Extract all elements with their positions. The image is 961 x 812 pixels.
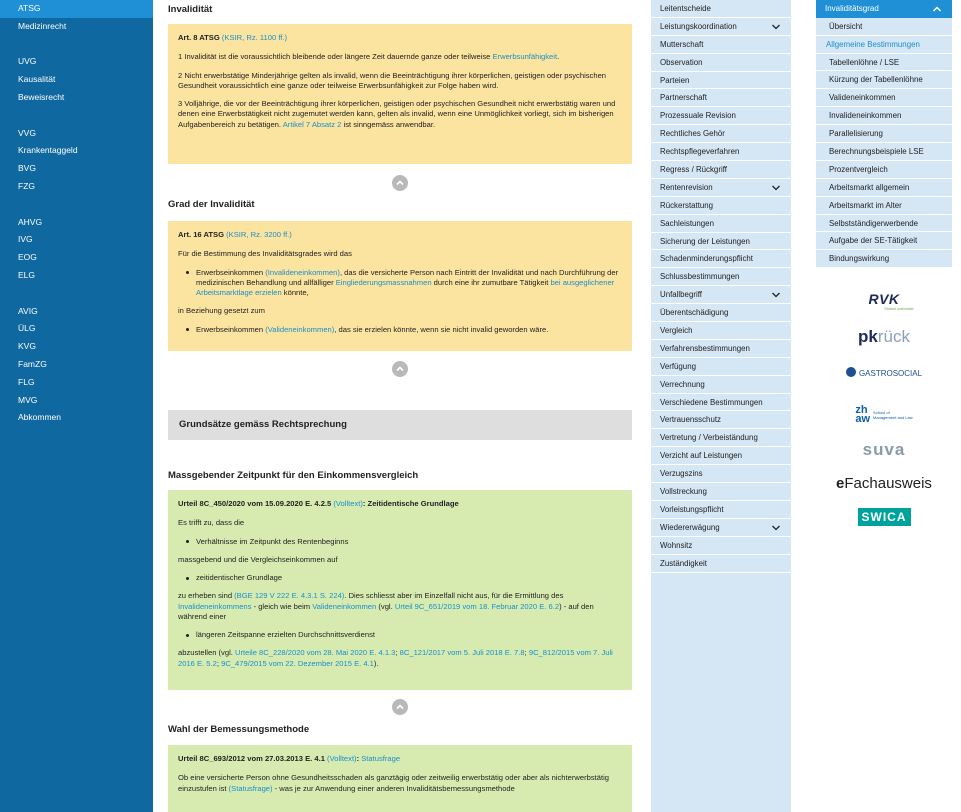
topic-item-vorleistungspflicht[interactable]: [651, 501, 791, 519]
text: Erwerbseinkommen: [196, 267, 266, 277]
topic-item-vergleich[interactable]: [651, 322, 791, 340]
sidebar-item-ivg[interactable]: IVG: [18, 234, 33, 245]
sidebar-item-eog[interactable]: EOG: [18, 252, 37, 263]
nav-spacer: [0, 36, 153, 54]
section-wahl-der-bemessungsmethode: [168, 723, 632, 812]
chevron-up-icon: [932, 5, 942, 13]
sidebar-item-flg[interactable]: FLG: [18, 376, 35, 387]
topic-list: [651, 0, 791, 812]
paragraph-1: [178, 52, 622, 62]
section-title: Massgebender Zeitpunkt für den Einkommensvergleich: [168, 470, 419, 481]
text: 3 Volljährige, die vor der Beeinträchtigung ihrer körperlichen, geistigen oder psychischen Gesundheit nicht erwerbstätig waren und denen eine Erwerbstätigkeit nicht zugemutet werden kann, gelten als invalid, wenn eine Unmöglichkeit vorliegt, sich im bisherigen Aufgabenbereich zu betätigen.: [178, 99, 616, 129]
topic-item-verrechnung[interactable]: [651, 376, 791, 394]
pk-wordmark: pk: [858, 327, 878, 346]
topic-item-verzugszins[interactable]: [651, 465, 791, 483]
invaliditaetsgrad-header[interactable]: [816, 0, 952, 18]
topic-label: Sicherung der Leistungen: [660, 236, 750, 246]
header-label: Invaliditätsgrad: [825, 4, 879, 13]
gastrosocial-wordmark: GASTROSOCIAL: [858, 369, 923, 378]
sidebar-item-bvg[interactable]: BVG: [18, 163, 36, 174]
article-heading: [178, 230, 622, 240]
text: :: [356, 754, 362, 763]
text: ) - auf den während einer: [178, 601, 594, 621]
topic-item-sachleistungen[interactable]: [651, 215, 791, 233]
article-box: [168, 221, 632, 351]
topic-label: Partnerschaft: [660, 93, 707, 103]
topic-label: Rechtspflegeverfahren: [660, 147, 740, 157]
sidebar-item-abkommen[interactable]: Abkommen: [18, 412, 61, 423]
topic-label: Verfahrensbestimmungen: [660, 343, 750, 353]
invalideneinkommen-link[interactable]: (Invalideneinkommen): [265, 267, 340, 277]
section-grad-der-invaliditaet: [168, 198, 632, 351]
subtopic-item-prozentvergleich[interactable]: Prozentvergleich: [816, 161, 952, 179]
text: , das die versicherte Person nach Eintritt der Invalidität und nach Durchführung der medizinischen Behandlung und allfälliger: [196, 267, 619, 287]
zhaw-mark: [855, 406, 870, 424]
section-title: Grad der Invalidität: [168, 199, 255, 210]
subtopic-item-berechnungsbeispiele-lse[interactable]: Berechnungsbeispiele LSE: [816, 143, 952, 161]
right-panel: [816, 0, 952, 524]
valideneinkommen-link[interactable]: (Valideneinkommen): [265, 324, 335, 334]
suva-wordmark: suva: [862, 440, 906, 459]
sidebar-item-kausalitat[interactable]: Kausalität: [18, 74, 56, 85]
fachausweis-wordmark: Fachausweis: [844, 475, 932, 492]
article-box: [168, 24, 632, 164]
erwerbsunfaehigkeit-link[interactable]: Erwerbsunfähigkeit: [492, 52, 558, 62]
chevron-up-icon: [395, 364, 405, 374]
pkrueck-logo[interactable]: [816, 325, 952, 361]
scroll-up-button[interactable]: [392, 699, 408, 715]
ksir-link[interactable]: (KSIR, Rz. 1100 ff.): [221, 33, 288, 42]
chevron-up-icon: [395, 178, 405, 188]
topic-label: Schadenminderungspflicht: [660, 254, 753, 264]
eingliederungsmassnahmen-link[interactable]: Eingliederungsmassnahmen: [335, 277, 432, 287]
rechtsprechung-bar: Grundsätze gemäss Rechtsprechung: [168, 410, 632, 440]
topic-label: Parteien: [660, 75, 690, 85]
text: ).: [373, 658, 379, 668]
topic-label: Rückerstattung: [660, 200, 714, 210]
sidebar-item-vvg[interactable]: VVG: [18, 127, 36, 138]
list-item: längeren Zeitspanne erzielten Durchschnittsverdienst: [178, 630, 622, 640]
topic-item-verfugung[interactable]: [651, 358, 791, 376]
topic-label: Sachleistungen: [660, 218, 714, 228]
topic-label: Verfügung: [660, 361, 696, 371]
topic-item-verschiedene-bestimmungen[interactable]: [651, 394, 791, 412]
topic-item-observation[interactable]: [651, 54, 791, 72]
chevron-down-icon: [771, 524, 781, 532]
topic-item-vertretung-verbeistandung[interactable]: [651, 429, 791, 447]
text: ;: [216, 658, 222, 668]
text: , das sie erzielen könnte, wenn sie nicht invalid geworden wäre.: [334, 324, 549, 334]
text: ;: [395, 648, 400, 658]
section-massgebender-zeitpunkt: [168, 469, 632, 690]
topic-item-uberentschadigung[interactable]: [651, 304, 791, 322]
subtopic-item-kurzung-der-tabellenlohne[interactable]: Kürzung der Tabellenlöhne: [816, 71, 952, 89]
topic-item-vertrauensschutz[interactable]: [651, 411, 791, 429]
bge-link[interactable]: (BGE 129 V 222 E. 4.3.1 S. 224): [234, 591, 345, 601]
paragraph: [178, 773, 622, 794]
chevron-up-icon: [395, 702, 405, 712]
judgment-number: Urteil 8C_693/2012 vom 27.03.2013 E. 4.1: [178, 754, 325, 763]
topic-item-wiedererwagung[interactable]: [651, 519, 791, 537]
topic-item-rechtspflegeverfahren[interactable]: [651, 143, 791, 161]
paragraph: Es trifft zu, dass die: [178, 518, 245, 528]
topic-label: Regress / Rückgriff: [660, 165, 727, 175]
subtopic-item-arbeitsmarkt-allgemein[interactable]: Arbeitsmarkt allgemein: [816, 179, 952, 197]
statusfrage-link[interactable]: Statusfrage: [361, 754, 401, 763]
paragraph-3: [178, 99, 622, 130]
topic-item-sicherung-der-leistungen[interactable]: [651, 233, 791, 251]
sidebar-item-mvg[interactable]: MVG: [18, 394, 38, 405]
nav-spacer: [0, 107, 153, 125]
sidebar-item-famzg[interactable]: FamZG: [18, 358, 47, 369]
topic-item-rechtliches-gehor[interactable]: [651, 125, 791, 143]
sidebar-item-kvg[interactable]: KVG: [18, 341, 36, 352]
subtopic-item-selbststandigerwerbende[interactable]: Selbstständigerwerbende: [816, 215, 952, 233]
scroll-up-button[interactable]: [392, 361, 408, 377]
swica-wordmark: SWICA: [858, 508, 911, 526]
topic-label: Verzugszins: [660, 469, 703, 479]
list-item: [178, 268, 622, 299]
text: : Zeitidentische Grundlage: [362, 499, 459, 508]
sidebar-item-avig[interactable]: AVIG: [18, 305, 38, 316]
arbeitsmarktlage-link[interactable]: bei ausgeglichener Arbeitsmarktlage erzielen: [196, 277, 615, 297]
artikel-7-link[interactable]: Artikel 7 Absatz 2: [282, 119, 342, 129]
topic-label: Mutterschaft: [660, 39, 704, 49]
judgment-heading: [178, 754, 622, 764]
paragraph-2: 2 Nicht erwerbstätige Minderjährige gelten als invalid, wenn die Beeinträchtigung ihrer körperlichen, geistigen oder psychischen Gesundheit voraussichtlich eine ganze oder teilweise Erwerbsunfähigkeit zur Folge haben wird.: [178, 70, 607, 90]
bullet-list: [178, 325, 622, 335]
rvk-tagline: Einfach unterstützt: [884, 307, 914, 311]
urteil-link[interactable]: 9C_479/2015 vom 22. Dezember 2015 E. 4.1: [221, 658, 374, 668]
subtopic-item-tabellenlohne-lse[interactable]: Tabellenlöhne / LSE: [816, 54, 952, 72]
topic-label: Vertrauensschutz: [660, 415, 721, 425]
valideneinkommen-link[interactable]: Valideneinkommen: [312, 601, 377, 611]
topic-item-schlussbestimmungen[interactable]: [651, 268, 791, 286]
topic-item-parteien[interactable]: [651, 72, 791, 90]
urteil-link[interactable]: 8C_121/2017 vom 5. Juli 2018 E. 7.8: [399, 648, 525, 658]
topic-item-verfahrensbestimmungen[interactable]: [651, 340, 791, 358]
urteil-link[interactable]: Urteil 9C_651/2019 vom 18. Februar 2020 E. 6.2: [394, 601, 560, 611]
topic-label: Vergleich: [660, 326, 693, 336]
paragraph: [178, 591, 622, 622]
article-number: Art. 16 ATSG: [178, 230, 224, 239]
gastrosocial-mark-icon: [846, 367, 856, 377]
topic-item-schadenminderungspflicht[interactable]: [651, 250, 791, 268]
sidebar-item-fzg[interactable]: FZG: [18, 180, 35, 191]
text: ist sinngemäss anwendbar.: [341, 119, 436, 129]
scroll-up-button[interactable]: [392, 175, 408, 191]
list-item: Verhältnisse im Zeitpunkt des Rentenbeginns: [178, 537, 622, 547]
topic-item-verzicht-auf-leistungen[interactable]: [651, 447, 791, 465]
topic-label: Vorleistungspflicht: [660, 504, 724, 514]
urteil-link[interactable]: Urteile 8C_228/2020 vom 28. Mai 2020 E. 4.1.3: [234, 648, 396, 658]
topic-label: Prozessuale Revision: [660, 111, 736, 121]
text: zu erheben sind: [178, 591, 235, 601]
section-title: Wahl der Bemessungsmethode: [168, 724, 310, 735]
topic-item-ruckerstattung[interactable]: [651, 197, 791, 215]
judgment-number: Urteil 8C_450/2020 vom 15.09.2020 E. 4.2.5: [178, 499, 332, 508]
intro-text: Für die Bestimmung des Invaliditätsgrades wird das: [178, 249, 352, 259]
topic-label: Rentenrevision: [660, 182, 713, 192]
text: ;: [524, 648, 529, 658]
sidebar-item-uvg[interactable]: UVG: [18, 56, 37, 67]
topic-label: Zuständigkeit: [660, 558, 707, 568]
list-item: zeitidentischer Grundlage: [178, 573, 622, 583]
topic-label: Verrechnung: [660, 379, 705, 389]
topic-label: Verschiedene Bestimmungen: [660, 397, 763, 407]
topic-item-leistungskoordination[interactable]: [651, 18, 791, 36]
topic-label: Rechtliches Gehör: [660, 129, 725, 139]
topic-item-rentenrevision[interactable]: [651, 179, 791, 197]
chevron-down-icon: [771, 23, 781, 31]
text: durch eine ihr zumutbare Tätigkeit: [431, 277, 551, 287]
e-letter: e: [836, 475, 845, 492]
nav-spacer: [0, 285, 153, 303]
text: 1 Invalidität ist die voraussichtlich bleibende oder längere Zeit dauernde ganze oder teilweise: [178, 52, 493, 62]
sidebar-item-ulg[interactable]: ÜLG: [18, 323, 36, 334]
bullet-list: [178, 268, 622, 299]
chevron-down-icon: [771, 291, 781, 299]
sidebar-item-medizinrecht[interactable]: Medizinrecht: [18, 20, 67, 31]
text: .: [557, 52, 560, 62]
topic-item-leitentscheide[interactable]: [651, 0, 791, 18]
topic-label: Schlussbestimmungen: [660, 272, 740, 282]
sidebar-item-ahvg[interactable]: AHVG: [18, 216, 43, 227]
rvk-logo[interactable]: [816, 291, 952, 321]
judgment-box: [168, 745, 632, 812]
subtopic-item-ubersicht[interactable]: Übersicht: [816, 18, 952, 36]
subtopic-item-parallelisierung[interactable]: Parallelisierung: [816, 125, 952, 143]
text: Ob eine versicherte Person ohne Gesundheitsschaden als ganztägig oder zeitweilig erwerbstätig oder aber als nichterwerbstätig einzustufen ist: [178, 773, 609, 793]
topic-label: Wiedererwägung: [660, 522, 720, 532]
zhaw-subtitle: [873, 410, 913, 420]
gastrosocial-logo[interactable]: [816, 361, 952, 397]
volltext-link[interactable]: (Volltext): [327, 754, 357, 763]
nav-spacer: [0, 196, 153, 214]
zhaw-letters-top: zh: [855, 404, 868, 416]
topic-label: Vollstreckung: [660, 487, 707, 497]
judgment-box: [168, 490, 632, 690]
subtopic-item-aufgabe-der-se-tatigkeit[interactable]: Aufgabe der SE-Tätigkeit: [816, 232, 952, 250]
topic-item-mutterschaft[interactable]: [651, 36, 791, 54]
sidebar-item-elg[interactable]: ELG: [18, 269, 36, 280]
urteil-link[interactable]: 9C_812/2015 vom 7. Juli 2016 E. 5.2: [178, 648, 613, 668]
article-number: Art. 8 ATSG: [178, 33, 220, 42]
swica-logo[interactable]: [816, 505, 952, 541]
text: - gleich wie beim: [251, 601, 313, 611]
topic-label: Unfallbegriff: [660, 290, 702, 300]
topic-label: Überentschädigung: [660, 308, 729, 318]
subtopic-item-valideneinkommen[interactable]: Valideneinkommen: [816, 89, 952, 107]
topic-label: Vertretung / Verbeiständung: [660, 433, 758, 443]
sponsor-logos: [816, 291, 952, 541]
zhaw-logo[interactable]: [816, 397, 952, 433]
topic-item-regress-ruckgriff[interactable]: [651, 161, 791, 179]
topic-label: Leitentscheide: [660, 4, 711, 13]
bullet-list: [178, 573, 622, 583]
section-invaliditaet: [168, 0, 632, 164]
volltext-link[interactable]: (Volltext): [333, 499, 363, 508]
text: Erwerbseinkommen: [196, 324, 266, 334]
subtopic-item-arbeitsmarkt-im-alter[interactable]: Arbeitsmarkt im Alter: [816, 197, 952, 215]
rueck-wordmark: rück: [877, 327, 910, 346]
suva-logo[interactable]: [816, 433, 952, 469]
subtopic-item-bindungswirkung[interactable]: Bindungswirkung: [816, 250, 952, 268]
statusfrage-link[interactable]: (Statusfrage): [228, 783, 273, 793]
topic-item-unfallbegriff[interactable]: [651, 286, 791, 304]
judgment-heading: [178, 499, 622, 509]
topic-label: Leistungskoordination: [660, 21, 737, 31]
invalideneinkommen-link[interactable]: Invalideneinkommens: [178, 601, 252, 611]
efachausweis-logo[interactable]: [816, 469, 952, 505]
text: könnte,: [281, 288, 309, 297]
topic-label: Observation: [660, 57, 703, 67]
zhaw-subtitle-line: Management and Law: [873, 415, 913, 420]
law-sidebar: [0, 0, 153, 812]
sidebar-item-krankentaggeld[interactable]: Krankentaggeld: [18, 145, 78, 156]
bullet-list: [178, 537, 622, 547]
text: abzustellen (vgl.: [178, 648, 235, 658]
article-heading: [178, 33, 622, 43]
section-title: Invalidität: [168, 4, 213, 15]
text: . Dies schliesst aber im Einzelfall nicht aus, für die Ermittlung des: [344, 591, 564, 601]
subtopic-item-allgemeine-bestimmungen[interactable]: Allgemeine Bestimmungen: [816, 36, 952, 54]
relation-text: in Beziehung gesetzt zum: [178, 306, 265, 316]
sidebar-item-beweisrecht[interactable]: Beweisrecht: [18, 91, 65, 102]
subtopic-list: [816, 18, 952, 268]
topic-item-zustandigkeit[interactable]: [651, 555, 791, 573]
paragraph: [178, 648, 622, 669]
sidebar-item-atsg[interactable]: ATSG: [0, 0, 153, 18]
zhaw-subtitle-line: School of: [873, 410, 890, 415]
chevron-down-icon: [771, 184, 781, 192]
topic-label: Verzicht auf Leistungen: [660, 451, 743, 461]
zhaw-letters-bottom: aw: [855, 413, 871, 425]
topic-item-partnerschaft[interactable]: [651, 89, 791, 107]
paragraph: massgebend und die Vergleichseinkommen auf: [178, 554, 338, 564]
ksir-link[interactable]: (KSIR, Rz. 3200 ff.): [226, 230, 292, 239]
text: - was je zur Anwendung einer anderen Invaliditätsbemessungsmethode: [272, 783, 515, 793]
topic-item-vollstreckung[interactable]: [651, 483, 791, 501]
list-item: [178, 325, 622, 335]
topic-label: Wohnsitz: [660, 540, 693, 550]
text: (vgl.: [376, 601, 395, 611]
subtopic-item-invalideneinkommen[interactable]: Invalideneinkommen: [816, 107, 952, 125]
bullet-list: [178, 630, 622, 640]
topic-item-wohnsitz[interactable]: [651, 537, 791, 555]
topic-item-prozessuale-revision[interactable]: [651, 107, 791, 125]
rvk-wordmark: RVK: [868, 291, 900, 307]
